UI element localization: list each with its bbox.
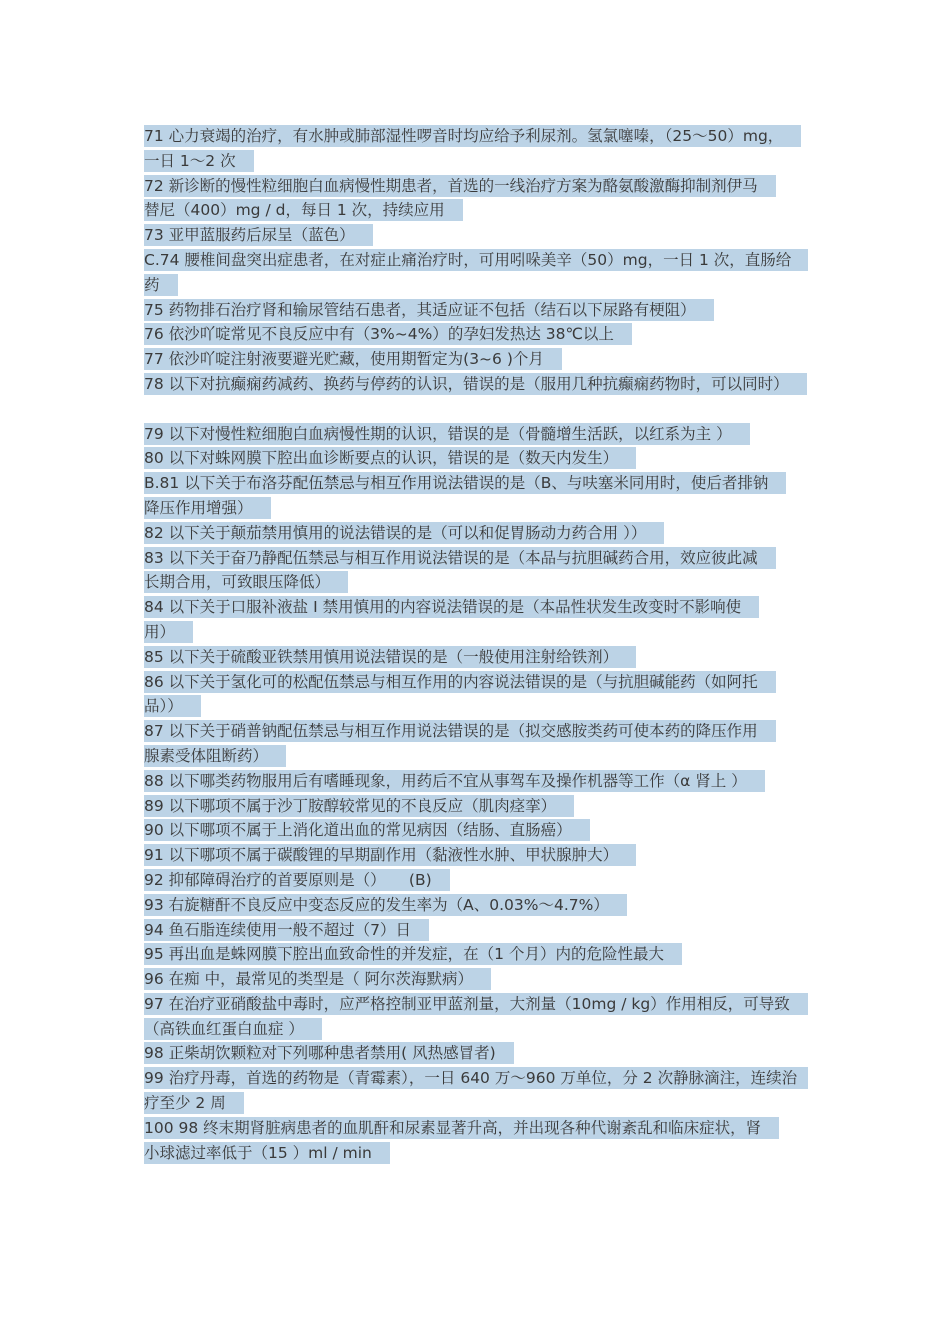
highlighted-text: 95 再出血是蛛网膜下腔出血致命性的并发症，在（1 个月）内的危险性最大 [144, 943, 682, 965]
highlighted-text: 76 依沙吖啶常见不良反应中有（3%~4%）的孕妇发热达 38℃以上 [144, 323, 632, 345]
text-line [144, 570, 808, 595]
text-line [144, 521, 808, 546]
text-line [144, 794, 808, 819]
text-line [144, 620, 808, 645]
highlighted-text: 89 以下哪项不属于沙丁胺醇较常见的不良反应（肌肉痉挛） [144, 795, 574, 817]
text-line [144, 992, 808, 1017]
text-line [144, 918, 808, 943]
highlighted-text: 83 以下关于奋乃静配伍禁忌与相互作用说法错误的是（本品与抗胆碱药合用，效应彼此减 [144, 547, 776, 569]
text-line [144, 273, 808, 298]
highlighted-text: 降压作用增强） [144, 497, 271, 519]
highlighted-text: 用） [144, 621, 193, 643]
highlighted-text: 72 新诊断的慢性粒细胞白血病慢性期患者，首选的一线治疗方案为酪氨酸激酶抑制剂伊马 [144, 175, 776, 197]
text-line [144, 595, 808, 620]
text-line [144, 942, 808, 967]
text-line [144, 645, 808, 670]
highlighted-text: 小球滤过率低于（15 ）ml / min [144, 1142, 390, 1164]
text-line [144, 471, 808, 496]
text-line [144, 1091, 808, 1116]
highlighted-text: 84 以下关于口服补液盐 Ⅰ 禁用慎用的内容说法错误的是（本品性状发生改变时不影响使 [144, 596, 759, 618]
highlighted-text: 96 在痴 中，最常见的类型是（ 阿尔茨海默病） [144, 968, 491, 990]
text-line [144, 198, 808, 223]
highlighted-text: 一日 1～2 次 [144, 150, 254, 172]
text-line [144, 322, 808, 347]
highlighted-text: B.81 以下关于布洛芬配伍禁忌与相互作用说法错误的是（B、与呋塞米同用时，使后者排钠 [144, 472, 786, 494]
text-line [144, 248, 808, 273]
highlighted-text: 腺素受体阻断药） [144, 745, 286, 767]
text-line [144, 868, 808, 893]
text-line [144, 124, 808, 149]
highlighted-text: 长期合用，可致眼压降低） [144, 571, 348, 593]
text-line [144, 546, 808, 571]
highlighted-text: 92 抑郁障碍治疗的首要原则是（） (B) [144, 869, 450, 891]
highlighted-text: （高铁血红蛋白血症 ） [144, 1018, 322, 1040]
highlighted-text: 85 以下关于硫酸亚铁禁用慎用说法错误的是（一般使用注射给铁剂） [144, 646, 636, 668]
text-line [144, 769, 808, 794]
text-line [144, 174, 808, 199]
highlighted-text: 99 治疗丹毒，首选的药物是（青霉素），一日 640 万～960 万单位，分 2 次静脉滴注，连续治 [144, 1067, 808, 1089]
highlighted-text: 86 以下关于氢化可的松配伍禁忌与相互作用的内容说法错误的是（与抗胆碱能药（如阿托 [144, 671, 776, 693]
highlighted-text: 80 以下对蛛网膜下腔出血诊断要点的认识，错误的是（数天内发生） [144, 447, 636, 469]
text-line [144, 744, 808, 769]
text-line [144, 818, 808, 843]
text-line [144, 1066, 808, 1091]
text-line [144, 1041, 808, 1066]
blank-line [144, 397, 808, 422]
highlighted-text: 87 以下关于硝普钠配伍禁忌与相互作用说法错误的是（拟交感胺类药可使本药的降压作用 [144, 720, 776, 742]
highlighted-text: 78 以下对抗癫痫药减药、换药与停药的认识，错误的是（服用几种抗癫痫药物时，可以同时） [144, 373, 807, 395]
text-line [144, 694, 808, 719]
text-line [144, 1116, 808, 1141]
text-line [144, 149, 808, 174]
highlighted-text: 品）） [144, 695, 201, 717]
text-line [144, 1017, 808, 1042]
text-line [144, 347, 808, 372]
highlighted-text: 替尼（400）mg / d，每日 1 次，持续应用 [144, 199, 463, 221]
highlighted-text: 75 药物排石治疗肾和输尿管结石患者，其适应证不包括（结石以下尿路有梗阻） [144, 299, 714, 321]
text-line [144, 719, 808, 744]
highlighted-text: 91 以下哪项不属于碳酸锂的早期副作用（黏液性水肿、甲状腺肿大） [144, 844, 636, 866]
highlighted-text: C.74 腰椎间盘突出症患者，在对症止痛治疗时，可用吲哚美辛（50）mg，一日 1 次，直肠给 [144, 249, 808, 271]
highlighted-text: 88 以下哪类药物服用后有嗜睡现象，用药后不宜从事驾车及操作机器等工作（α 肾上 ） [144, 770, 765, 792]
highlighted-text: 药 [144, 274, 178, 296]
text-line [144, 446, 808, 471]
highlighted-text: 93 右旋糖酐不良反应中变态反应的发生率为（A、0.03%～4.7%） [144, 894, 627, 916]
highlighted-text: 71 心力衰竭的治疗，有水肿或肺部湿性啰音时均应给予利尿剂。氢氯噻嗪，（25～50）mg， [144, 125, 801, 147]
text-line [144, 670, 808, 695]
highlighted-text: 98 正柴胡饮颗粒对下列哪种患者禁用( 风热感冒者) [144, 1042, 514, 1064]
highlighted-text: 73 亚甲蓝服药后尿呈（蓝色） [144, 224, 373, 246]
text-line [144, 967, 808, 992]
text-line [144, 843, 808, 868]
highlighted-text: 82 以下关于颠茄禁用慎用的说法错误的是（可以和促胃肠动力药合用 ）） [144, 522, 664, 544]
highlighted-text: 90 以下哪项不属于上消化道出血的常见病因（结肠、直肠癌） [144, 819, 590, 841]
text-line [144, 422, 808, 447]
highlighted-text: 97 在治疗亚硝酸盐中毒时，应严格控制亚甲蓝剂量，大剂量（10mg / kg）作用相反，可导致 [144, 993, 808, 1015]
document-body [144, 124, 808, 1165]
highlighted-text: 77 依沙吖啶注射液要避光贮藏，使用期暂定为(3~6 )个月 [144, 348, 562, 370]
highlighted-text: 79 以下对慢性粒细胞白血病慢性期的认识，错误的是（骨髓增生活跃，以红系为主 ） [144, 423, 750, 445]
text-line [144, 223, 808, 248]
text-line [144, 1141, 808, 1166]
highlighted-text: 疗至少 2 周 [144, 1092, 244, 1114]
text-line [144, 372, 808, 397]
text-line [144, 496, 808, 521]
text-line [144, 893, 808, 918]
text-line [144, 298, 808, 323]
highlighted-text: 100 98 终末期肾脏病患者的血肌酐和尿素显著升高，并出现各种代谢紊乱和临床症状，肾 [144, 1117, 779, 1139]
highlighted-text: 94 鱼石脂连续使用一般不超过（7）日 [144, 919, 429, 941]
